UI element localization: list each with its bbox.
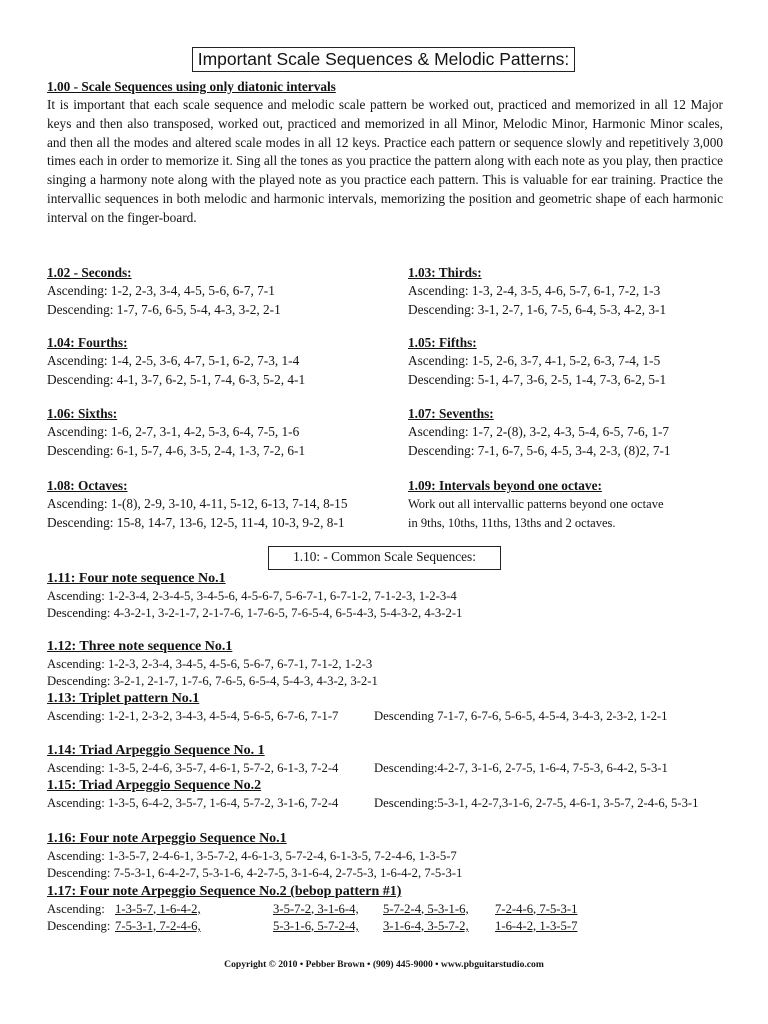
descending-line: Descending: 7-5-3-1, 6-4-2-7, 5-3-1-6, 4-2-7-5, 3-1-6-4, 2-7-5-3, 1-6-4-2, 7-5-3-1 (47, 866, 463, 880)
interval-sevenths (408, 405, 671, 460)
description-line: Work out all intervallic patterns beyond one octave (408, 497, 664, 512)
descending-label: Descending: (47, 919, 111, 933)
descending-line: Descending: 4-1, 3-7, 6-2, 5-1, 7-4, 6-3, 5-2, 4-1 (47, 371, 306, 387)
interval-fifths (408, 334, 666, 389)
ascending-line: Ascending: 1-(8), 2-9, 3-10, 4-11, 5-12, 6-13, 7-14, 8-15 (47, 496, 348, 512)
copyright-footer: Copyright © 2010 • Pebber Brown • (909) 445-9000 • www.pbguitarstudio.com (224, 959, 544, 970)
sequence-1-13 (47, 690, 737, 725)
descending-line: Descending: 5-1, 4-7, 3-6, 2-5, 1-4, 7-3, 6-2, 5-1 (408, 371, 667, 387)
page-title: Important Scale Sequences & Melodic Patterns: (192, 47, 575, 72)
descending-line: Descending: 3-2-1, 2-1-7, 1-7-6, 7-6-5, 6-5-4, 5-4-3, 4-3-2, 3-2-1 (47, 674, 378, 688)
interval-beyond-octave (408, 477, 664, 532)
ascending-line: Ascending: 1-2-3-4, 2-3-4-5, 3-4-5-6, 4-5-6-7, 5-6-7-1, 6-7-1-2, 7-1-2-3, 1-2-3-4 (47, 588, 457, 603)
intro-section (47, 78, 723, 227)
ascending-line: Ascending: 1-2, 2-3, 3-4, 4-5, 5-6, 6-7, 7-1 (47, 283, 275, 299)
sequence-heading: 1.13: Triplet pattern No.1 (47, 691, 200, 706)
sequence-1-15 (47, 777, 737, 812)
ascending-label: Ascending: (47, 901, 105, 916)
descending-line: Descending 7-1-7, 6-7-6, 5-6-5, 4-5-4, 3-4-3, 2-3-2, 1-2-1 (374, 708, 668, 723)
ascending-line: Ascending: 1-3-5-7, 2-4-6-1, 3-5-7-2, 4-6-1-3, 5-7-2-4, 6-1-3-5, 7-2-4-6, 1-3-5-7 (47, 848, 457, 863)
interval-heading: 1.07: Sevenths: (408, 406, 494, 421)
sequence-heading: 1.16: Four note Arpeggio Sequence No.1 (47, 831, 287, 846)
ascending-line: Ascending: 1-5, 2-6, 3-7, 4-1, 5-2, 6-3, 7-4, 1-5 (408, 353, 661, 369)
interval-heading: 1.06: Sixths: (47, 406, 118, 421)
interval-heading: 1.08: Octaves: (47, 478, 128, 493)
descending-line: Descending:5-3-1, 4-2-7,3-1-6, 2-7-5, 4-6-1, 3-5-7, 2-4-6, 5-3-1 (374, 795, 699, 810)
descending-line: Descending: 7-1, 6-7, 5-6, 4-5, 3-4, 2-3, (8)2, 7-1 (408, 442, 671, 458)
sequence-1-11 (47, 570, 737, 623)
sequence-1-14 (47, 742, 737, 777)
interval-thirds (408, 264, 666, 319)
sequence-heading: 1.14: Triad Arpeggio Sequence No. 1 (47, 743, 265, 758)
intro-heading: 1.00 - Scale Sequences using only diatonic intervals (47, 79, 336, 94)
intro-paragraph: It is important that each scale sequence and melodic scale pattern be worked out, practiced and memorized in all 12 Major keys and then also transposed, worked out, practiced and memorized in all Minor, Melodic Minor, Harmonic Minor scales, and then all the modes and altered scale modes in all 12 keys. Practice each pattern or sequence slowly and repetitively 3,000 times each in order to memorize it. Sing all the tones as you practice the pattern along with each note as you play, then practice singing a harmony note along with the played note as you practice each pattern. This is valuable for ear training. Practice the intervallic sequences in both melodic and harmonic intervals, memorizing the position and geometric shape of each harmonic interval on the finger-board. (47, 97, 723, 225)
pattern-group: 3-1-6-4, 3-5-7-2, (383, 919, 469, 933)
ascending-line: Ascending: 1-2-3, 2-3-4, 3-4-5, 4-5-6, 5-6-7, 6-7-1, 7-1-2, 1-2-3 (47, 656, 373, 671)
pattern-group: 1-6-4-2, 1-3-5-7 (495, 919, 578, 933)
pattern-group: 3-5-7-2, 3-1-6-4, (273, 901, 359, 916)
descending-line: Descending: 1-7, 7-6, 6-5, 5-4, 4-3, 3-2, 2-1 (47, 301, 281, 317)
interval-heading: 1.03: Thirds: (408, 265, 482, 280)
sequence-1-12 (47, 638, 737, 691)
descending-row (47, 918, 737, 936)
interval-heading: 1.02 - Seconds: (47, 265, 132, 280)
sequence-1-16 (47, 830, 737, 883)
pattern-group: 7-5-3-1, 7-2-4-6, (115, 919, 201, 933)
sequence-heading: 1.15: Triad Arpeggio Sequence No.2 (47, 778, 262, 793)
pattern-row (47, 795, 737, 813)
interval-heading: 1.09: Intervals beyond one octave: (408, 478, 602, 493)
ascending-line: Ascending: 1-2-1, 2-3-2, 3-4-3, 4-5-4, 5-6-5, 6-7-6, 7-1-7 (47, 708, 339, 723)
sequence-heading: 1.17: Four note Arpeggio Sequence No.2 (bebop pattern #1) (47, 884, 402, 899)
pattern-group: 5-7-2-4, 5-3-1-6, (383, 901, 469, 916)
sequence-heading: 1.12: Three note sequence No.1 (47, 639, 233, 654)
sequence-1-17 (47, 883, 737, 936)
descending-line: Descending: 4-3-2-1, 3-2-1-7, 2-1-7-6, 1-7-6-5, 7-6-5-4, 6-5-4-3, 5-4-3-2, 4-3-2-1 (47, 606, 463, 620)
pattern-row (47, 760, 737, 778)
interval-heading: 1.04: Fourths: (47, 335, 128, 350)
common-sequences-heading: 1.10: - Common Scale Sequences: (268, 546, 501, 570)
description-line: in 9ths, 10ths, 11ths, 13ths and 2 octaves. (408, 515, 616, 530)
interval-fourths (47, 334, 305, 389)
ascending-line: Ascending: 1-4, 2-5, 3-6, 4-7, 5-1, 6-2, 7-3, 1-4 (47, 353, 300, 369)
descending-line: Descending:4-2-7, 3-1-6, 2-7-5, 1-6-4, 7-5-3, 6-4-2, 5-3-1 (374, 760, 668, 775)
ascending-line: Ascending: 1-7, 2-(8), 3-2, 4-3, 5-4, 6-5, 7-6, 1-7 (408, 424, 670, 440)
descending-line: Descending: 6-1, 5-7, 4-6, 3-5, 2-4, 1-3, 7-2, 6-1 (47, 442, 306, 458)
descending-line: Descending: 15-8, 14-7, 13-6, 12-5, 11-4, 10-3, 9-2, 8-1 (47, 514, 345, 530)
interval-octaves (47, 477, 347, 532)
pattern-group: 7-2-4-6, 7-5-3-1 (495, 901, 578, 916)
interval-heading: 1.05: Fifths: (408, 335, 477, 350)
interval-sixths (47, 405, 305, 460)
ascending-line: Ascending: 1-3-5, 2-4-6, 3-5-7, 4-6-1, 5-7-2, 6-1-3, 7-2-4 (47, 760, 339, 775)
ascending-line: Ascending: 1-3-5, 6-4-2, 3-5-7, 1-6-4, 5-7-2, 3-1-6, 7-2-4 (47, 795, 339, 810)
sequence-heading: 1.11: Four note sequence No.1 (47, 571, 226, 586)
ascending-line: Ascending: 1-6, 2-7, 3-1, 4-2, 5-3, 6-4, 7-5, 1-6 (47, 424, 300, 440)
ascending-line: Ascending: 1-3, 2-4, 3-5, 4-6, 5-7, 6-1, 7-2, 1-3 (408, 283, 661, 299)
pattern-group: 5-3-1-6, 5-7-2-4, (273, 919, 359, 933)
pattern-row (47, 708, 737, 726)
ascending-row (47, 901, 737, 919)
interval-seconds (47, 264, 281, 319)
pattern-group: 1-3-5-7, 1-6-4-2, (115, 901, 201, 916)
descending-line: Descending: 3-1, 2-7, 1-6, 7-5, 6-4, 5-3, 4-2, 3-1 (408, 301, 667, 317)
